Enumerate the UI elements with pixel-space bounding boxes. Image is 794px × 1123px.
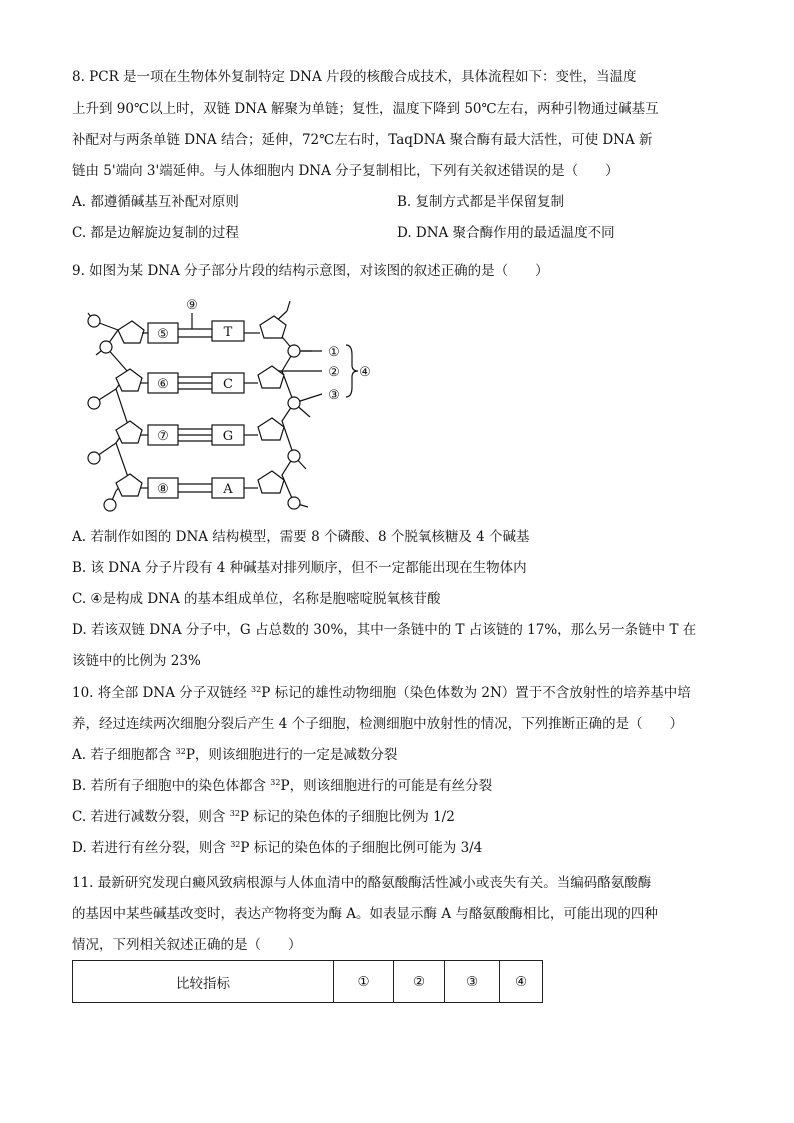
base-letter-a: A (223, 482, 233, 497)
q11-stem-line3: 情况，下列相关叙述正确的是（ ） (72, 937, 302, 953)
base-label-8: ⑧ (157, 482, 169, 497)
q8-stem-line1: 8. PCR 是一项在生物体外复制特定 DNA 片段的核酸合成技术，具体流程如下：变性，当温度 (72, 69, 637, 85)
table-col-3: ③ (445, 961, 500, 1003)
base-label-5: ⑤ (157, 327, 169, 342)
q9-option-c: C. ④是构成 DNA 的基本组成单位，名称是胞嘧啶脱氧核苷酸 (72, 591, 441, 607)
q10-stem-line2: 养，经过连续两次细胞分裂后产生 4 个子细胞，检测细胞中放射性的情况，下列推断正确的是（ ） (72, 716, 684, 732)
q8-stem-line2: 上升到 90℃以上时，双链 DNA 解聚为单链；复性，温度下降到 50℃左右，两种引物通过碱基互 (72, 101, 659, 117)
q10-option-c: C. 若进行减数分裂，则含 $^{32}$P 标记的染色体的子细胞比例为 1/2 (72, 809, 455, 825)
q8-option-b: B. 复制方式都是半保留复制 (397, 194, 565, 210)
q10-option-d: D. 若进行有丝分裂，则含 $^{32}$P 标记的染色体的子细胞比例可能为 3/4 (72, 840, 483, 856)
dna-structure-diagram (82, 293, 372, 515)
q10-stem-line1: 10. 将全部 DNA 分子双链经 $^{32}$P 标记的雄性动物细胞（染色体数为 2N）置于不含放射性的培养基中培 (72, 685, 691, 701)
base-label-7: ⑦ (157, 429, 169, 444)
label-1: ① (328, 345, 340, 360)
table-row (73, 961, 543, 1003)
table-header-cell: 比较指标 (73, 961, 334, 1003)
q8-option-d: D. DNA 聚合酶作用的最适温度不同 (397, 225, 615, 241)
base-letter-g: G (222, 429, 234, 444)
isotope-mass-number: 32 (251, 685, 262, 694)
q8-option-a: A. 都遵循碱基互补配对原则 (72, 194, 239, 210)
q9-option-b: B. 该 DNA 分子片段有 4 种碱基对排列顺序，但不一定都能出现在生物体内 (72, 560, 527, 576)
q9-option-d-line2: 该链中的比例为 23% (72, 653, 201, 669)
q9-option-d-line1: D. 若该双链 DNA 分子中，G 占总数的 30%，其中一条链中的 T 占该链的 17%，那么另一条链中 T 在 (72, 622, 697, 638)
q8-stem-line4: 链由 5'端向 3'端延伸。与人体细胞内 DNA 分子复制相比，下列有关叙述错误的是（ ） (72, 163, 619, 179)
comparison-table (72, 960, 543, 1003)
q9-option-a: A. 若制作如图的 DNA 结构模型，需要 8 个磷酸、8 个脱氧核糖及 4 个碱基 (72, 529, 530, 545)
q8-option-c: C. 都是边解旋边复制的过程 (72, 225, 239, 241)
q8-stem-line3: 补配对与两条单链 DNA 结合；延伸，72℃左右时，TaqDNA 聚合酶有最大活性，可使 DNA 新 (72, 132, 653, 148)
base-letter-c: C (223, 377, 233, 392)
label-3: ③ (328, 388, 340, 403)
table-col-4: ④ (500, 961, 543, 1003)
label-9: ⑨ (186, 298, 198, 313)
q11-stem-line2: 的基因中某些碱基改变时，表达产物将变为酶 A。如表显示酶 A 与酪氨酸酶相比，可能出现的四种 (72, 906, 658, 922)
q10-option-b: B. 若所有子细胞中的染色体都含 $^{32}$P，则该细胞进行的可能是有丝分裂 (72, 778, 493, 794)
q10-option-a: A. 若子细胞都含 $^{32}$P，则该细胞进行的一定是减数分裂 (72, 747, 398, 763)
label-2: ② (328, 365, 340, 380)
base-letter-t: T (223, 325, 233, 340)
q9-stem: 9. 如图为某 DNA 分子部分片段的结构示意图，对该图的叙述正确的是（ ） (72, 263, 549, 279)
label-4: ④ (359, 365, 371, 380)
table-col-2: ② (394, 961, 445, 1003)
q11-stem-line1: 11. 最新研究发现白癜风致病根源与人体血清中的酪氨酸酶活性减小或丧失有关。当编码酪氨酸酶 (72, 875, 652, 891)
base-label-6: ⑥ (157, 377, 169, 392)
table-col-1: ① (334, 961, 394, 1003)
